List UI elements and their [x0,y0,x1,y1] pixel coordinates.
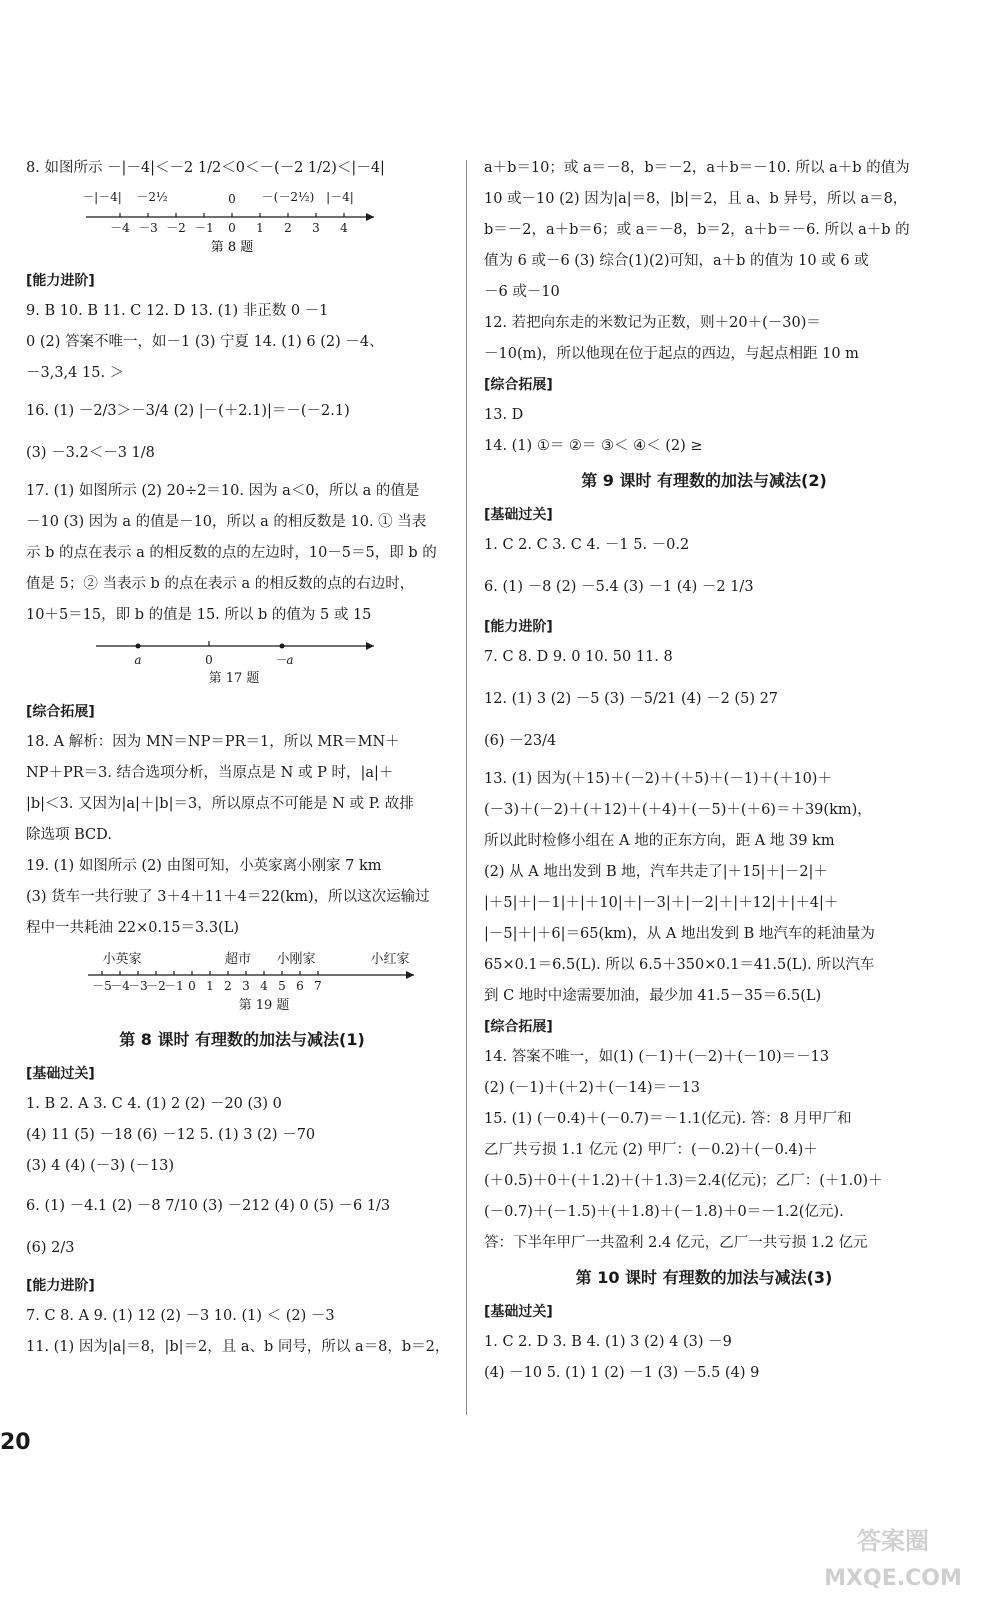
column-divider [466,160,467,1415]
fig19-tick-label: 6 [296,979,304,993]
fig19-tick-label: －3 [128,979,148,993]
fig8-tick-label: 3 [312,221,320,235]
answer-line: 11. (1) 因为|a|＝8，|b|＝2，且 a、b 同号，所以 a＝8，b＝2， [26,1339,450,1355]
answer-line: 13. D [484,407,524,423]
fig8-caption: 第 8 题 [210,240,254,255]
fig8-tick-label: 1 [256,221,264,235]
fig19-label-xiaoying: 小英家 [102,952,142,967]
answer-line: (4) －10 5. (1) 1 (2) －1 (3) －5.5 (4) 9 [484,1365,760,1381]
answer-line: －10(m)，所以他现在位于起点的西边，与起点相距 10 m [484,346,859,362]
fig17-label-a: a [134,653,142,667]
fig8-tick-label: －3 [138,221,158,235]
answer-line: 1. C 2. D 3. B 4. (1) 3 (2) 4 (3) －9 [484,1334,732,1350]
fig8-label-2: －2½ [136,190,168,204]
answer-line: (－0.7)＋(－1.5)＋(＋1.8)＋(－1.8)＋0＝－1.2(亿元). [484,1204,844,1220]
answer-line: －3,3,4 15. ＞ [26,365,125,381]
fig8-tick-label: －1 [194,221,214,235]
answer-line: b＝－2，a＋b＝6；或 a＝－8，b＝2，a＋b＝－6. 所以 a＋b 的 [484,222,910,238]
answer-line: 到 C 地时中途需要加油，最少加 41.5－35＝6.5(L) [484,988,822,1004]
figure-q17 [26,636,458,692]
fig17-label-0: 0 [205,653,213,667]
answer-line: 除选项 BCD. [26,827,112,843]
answer-line: |－5|＋|＋6|＝65(km)，从 A 地出发到 B 地汽车的耗油量为 [484,926,875,942]
lesson-10-heading: 第 10 课时 有理数的加法与减法(3) [575,1268,833,1287]
fig8-label-1: －|－4| [82,190,122,204]
answer-line: 6. (1) －8 (2) －5.4 (3) －1 (4) －2 1/3 [484,579,754,595]
fig19-label-xiaohong: 小红家 [370,952,410,967]
section-ability: [能力进阶] [26,273,95,289]
fig17-point-neg-a [280,644,285,649]
answer-line: 12. (1) 3 (2) －5 (3) －5/21 (4) －2 (5) 27 [484,691,779,707]
fig8-tick-label: 4 [340,221,348,235]
answer-line: 程中一共耗油 22×0.15＝3.3(L) [26,920,239,936]
section-extension-2: [综合拓展] [484,1019,553,1035]
answer-line: NP＋PR＝3. 结合选项分析，当原点是 N 或 P 时，|a|＋ [26,765,394,781]
answer-line: 65×0.1＝6.5(L). 所以 6.5＋350×0.1＝41.5(L). 所以汽车 [484,957,875,973]
fig19-tick-label: 7 [314,979,322,993]
answer-line: (4) 11 (5) －18 (6) －12 5. (1) 3 (2) －70 [26,1127,316,1143]
answer-line: |b|＜3. 又因为|a|＋|b|＝3，所以原点不可能是 N 或 P. 故排 [26,796,414,812]
section-ability: [能力进阶] [484,619,553,635]
fig8-tick-label: －4 [110,221,130,235]
fig17-arrow [366,642,374,650]
watermark-logo [808,1505,978,1595]
answer-line: a＋b＝10；或 a＝－8，b＝－2，a＋b＝－10. 所以 a＋b 的值为 [484,160,910,176]
answer-line: 16. (1) －2/3＞－3/4 (2) |－(＋2.1)|＝－(－2.1) [26,403,350,419]
watermark-title: 答案圈 [857,1527,929,1555]
answer-line: (2) (－1)＋(＋2)＋(－14)＝－13 [484,1080,700,1096]
answer-line: (3) 货车一共行驶了 3＋4＋11＋4＝22(km)，所以这次运输过 [26,889,430,905]
fig19-tick-label: 0 [188,979,196,993]
fig8-label-3: 0 [228,192,236,206]
answer-line: 10 或－10 (2) 因为|a|＝8，|b|＝2，且 a、b 异号，所以 a＝8， [484,191,908,207]
answer-line: 10＋5＝15，即 b 的值是 15. 所以 b 的值为 5 或 15 [26,607,372,623]
fig19-arrow [406,971,414,979]
figure-q8 [26,189,458,261]
fig19-tick-label: －5 [92,979,112,993]
section-basic: [基础过关] [484,507,553,523]
fig19-tick-label: 1 [206,979,214,993]
answer-line: 9. B 10. B 11. C 12. D 13. (1) 非正数 0 －1 [26,303,329,319]
answer-line: 19. (1) 如图所示 (2) 由图可知，小英家离小刚家 7 km [26,858,382,874]
fig19-tick-label: 2 [224,979,232,993]
section-basic: [基础过关] [26,1066,95,1082]
fig19-tick-label: 4 [260,979,268,993]
answer-line: 1. C 2. C 3. C 4. －1 5. －0.2 [484,537,690,553]
answer-line: －6 或－10 [484,284,560,300]
fig8-arrow [366,213,374,221]
answer-line: 13. (1) 因为(＋15)＋(－2)＋(＋5)＋(－1)＋(＋10)＋ [484,771,832,787]
answer-line: 18. A 解析：因为 MN＝NP＝PR＝1，所以 MR＝MN＋ [26,734,400,750]
fig8-label-5: |－4| [326,190,354,204]
fig19-tick-label: －2 [146,979,166,993]
answer-line: 0 (2) 答案不唯一，如－1 (3) 宁夏 14. (1) 6 (2) －4、 [26,334,384,350]
answer-line: (6) －23/4 [484,733,557,749]
fig19-caption: 第 19 题 [238,998,290,1013]
section-extension: [综合拓展] [26,704,95,720]
answer-line: |＋5|＋|－1|＋|＋10|＋|－3|＋|－2|＋|＋12|＋|＋4|＋ [484,895,839,911]
answer-line: 示 b 的点在表示 a 的相反数的点的左边时，10－5＝5，即 b 的 [26,545,437,561]
fig17-point-a [136,644,141,649]
answer-line: (3) －3.2＜－3 1/8 [26,445,155,461]
fig17-caption: 第 17 题 [208,671,260,686]
page-number: 20 [0,1430,31,1455]
answer-line: 所以此时检修小组在 A 地的正东方向，距 A 地 39 km [484,833,835,849]
answer-line: 答：下半年甲厂一共盈利 2.4 亿元，乙厂一共亏损 1.2 亿元 [484,1235,868,1251]
answer-line: (3) 4 (4) (－3) (－13) [26,1158,175,1174]
answer-line: 12. 若把向东走的米数记为正数，则＋20＋(－30)＝ [484,315,821,331]
section-extension: [综合拓展] [484,377,553,393]
answer-line: 14. (1) ①＝ ②＝ ③＜ ④＜ (2) ≥ [484,438,703,454]
answer-line: 6. (1) －4.1 (2) －8 7/10 (3) －212 (4) 0 (5) －6 1/3 [26,1198,391,1214]
lesson-8-heading: 第 8 课时 有理数的加法与减法(1) [119,1030,365,1049]
fig8-tick-label: －2 [166,221,186,235]
fig17-label-neg-a: －a [274,653,294,667]
answer-line: (＋0.5)＋0＋(＋1.2)＋(＋1.3)＝2.4(亿元)；乙厂：(＋1.0)＋ [484,1173,883,1189]
watermark-url: MXQE.COM [824,1566,962,1591]
figure-q19 [26,949,458,1015]
fig8-tick-label: 0 [228,221,236,235]
fig19-tick-label: 5 [278,979,286,993]
answer-line: 14. 答案不唯一，如(1) (－1)＋(－2)＋(－10)＝－13 [484,1049,830,1065]
answer-line: －10 (3) 因为 a 的值是－10，所以 a 的相反数是 10. ① 当表 [26,514,427,530]
answer-line: 乙厂共亏损 1.1 亿元 (2) 甲厂：(－0.2)＋(－0.4)＋ [484,1142,818,1158]
answer-line: (2) 从 A 地出发到 B 地，汽车共走了|＋15|＋|－2|＋ [484,864,828,880]
section-basic-2: [基础过关] [484,1304,553,1320]
answer-line: 15. (1) (－0.4)＋(－0.7)＝－1.1(亿元). 答：8 月甲厂和 [484,1111,852,1127]
answer-line: (6) 2/3 [26,1240,75,1256]
fig19-tick-label: 3 [242,979,250,993]
fig19-label-supermarket: 超市 [224,952,252,967]
fig19-label-xiaogang: 小刚家 [276,952,316,967]
answer-line: 7. C 8. A 9. (1) 12 (2) －3 10. (1) ＜ (2) －3 [26,1308,335,1324]
answer-line: 1. B 2. A 3. C 4. (1) 2 (2) －20 (3) 0 [26,1096,282,1112]
answer-line: 17. (1) 如图所示 (2) 20÷2＝10. 因为 a＜0，所以 a 的值是 [26,483,420,499]
answer-line: 值为 6 或－6 (3) 综合(1)(2)可知，a＋b 的值为 10 或 6 或 [484,253,869,269]
fig19-tick-label: －4 [110,979,130,993]
answer-line: (－3)＋(－2)＋(＋12)＋(＋4)＋(－5)＋(＋6)＝＋39(km)， [484,802,872,818]
fig8-tick-label: 2 [284,221,292,235]
answer-q8: 8. 如图所示 －|－4|＜－2 1/2＜0＜－(－2 1/2)＜|－4| [26,160,385,176]
left-column [26,158,458,1368]
right-column [484,158,924,1394]
section-ability-2: [能力进阶] [26,1278,95,1294]
answer-line: 值是 5；② 当表示 b 的点在表示 a 的相反数的点的右边时， [26,576,415,592]
fig19-tick-label: －1 [164,979,184,993]
fig8-label-4: －(－2½) [261,190,315,204]
lesson-9-heading: 第 9 课时 有理数的加法与减法(2) [581,471,827,490]
answer-line: 7. C 8. D 9. 0 10. 50 11. 8 [484,649,673,665]
